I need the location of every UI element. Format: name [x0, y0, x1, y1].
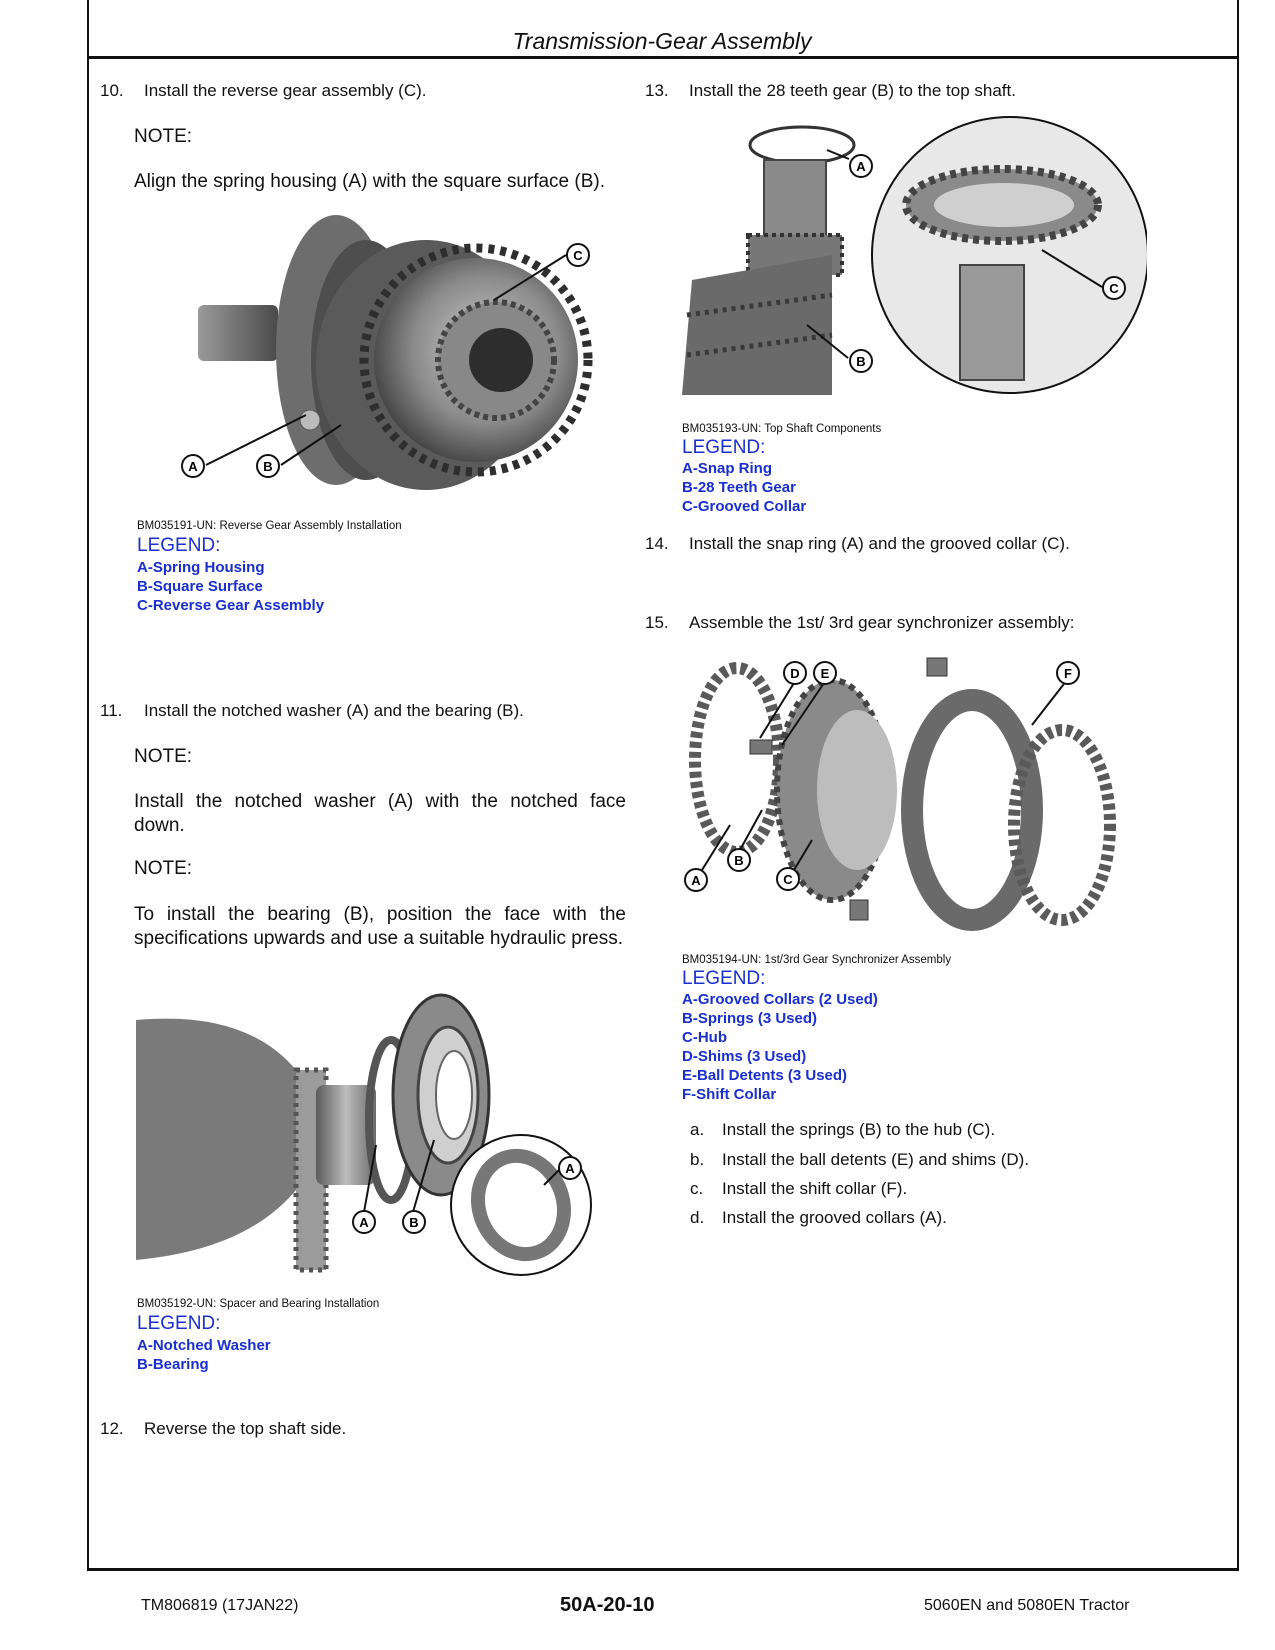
substep-text: Install the shift collar (F). — [722, 1179, 908, 1198]
legend-item: A-Spring Housing — [137, 559, 265, 576]
substep-letter: c. — [690, 1179, 704, 1198]
legend-item: B-Springs (3 Used) — [682, 1010, 818, 1027]
callout-f-label: F — [1064, 666, 1072, 681]
figure-caption: BM035194-UN: 1st/3rd Gear Synchronizer Assembly — [682, 954, 952, 966]
note-text: Install the notched washer (A) with the notched face down. — [134, 791, 626, 836]
substep-text: Install the ball detents (E) and shims (D). — [722, 1150, 1030, 1169]
synchronizer-figure — [682, 650, 1127, 940]
substep-d — [690, 1208, 947, 1228]
substep-letter: a. — [690, 1120, 705, 1139]
note-label: NOTE: — [134, 746, 193, 767]
step-14 — [645, 534, 1070, 554]
substep-text: Install the springs (B) to the hub (C). — [722, 1120, 996, 1139]
step-number: 14. — [645, 534, 669, 553]
step-12 — [100, 1419, 346, 1439]
top-shaft-figure — [682, 115, 1147, 410]
note-label: NOTE: — [134, 858, 193, 879]
step-13 — [645, 81, 1016, 101]
step-text: Reverse the top shaft side. — [144, 1419, 347, 1438]
legend-item: A-Grooved Collars (2 Used) — [682, 991, 878, 1008]
step-number: 13. — [645, 81, 669, 100]
step-number: 11. — [100, 701, 123, 720]
callout-b-label: B — [856, 354, 866, 369]
footer-doc-id: TM806819 (17JAN22) — [141, 1597, 299, 1614]
legend-list — [682, 990, 878, 1104]
legend-item: B-Bearing — [137, 1356, 209, 1373]
callout-b-label: B — [734, 853, 744, 868]
callout-d-label: D — [790, 666, 800, 681]
note-text: To install the bearing (B), position the face with the specifications upwards and use a suitable hydraulic press. — [134, 904, 626, 949]
step-10 — [100, 81, 427, 101]
bearing-figure — [136, 990, 596, 1300]
legend-title: LEGEND: — [137, 1313, 221, 1334]
reverse-gear-figure — [176, 210, 596, 500]
legend-title: LEGEND: — [682, 968, 766, 989]
figure-caption: BM035191-UN: Reverse Gear Assembly Installation — [137, 520, 402, 532]
step-text: Install the reverse gear assembly (C). — [144, 81, 427, 100]
footer-page-number: 50A-20-10 — [560, 1594, 655, 1616]
legend-list — [137, 558, 324, 615]
shaft-shape — [764, 160, 826, 240]
note-label: NOTE: — [134, 126, 193, 147]
substep-a — [690, 1120, 995, 1140]
snap-ring-shape — [750, 127, 854, 163]
callout-c-label: C — [1109, 281, 1119, 296]
gear-28-shape — [682, 255, 832, 395]
note-text: Align the spring housing (A) with the square surface (B). — [134, 171, 606, 192]
callout-b-label: B — [409, 1215, 419, 1230]
callout-e-label: E — [820, 666, 830, 681]
step-number: 15. — [645, 613, 669, 632]
page-title: Transmission-Gear Assembly — [512, 28, 812, 54]
footer-model: 5060EN and 5080EN Tractor — [924, 1597, 1130, 1614]
legend-item: A-Snap Ring — [682, 460, 772, 477]
callout-a-label: A — [188, 459, 198, 474]
legend-item: E-Ball Detents (3 Used) — [682, 1067, 848, 1084]
substep-text: Install the grooved collars (A). — [722, 1208, 947, 1227]
callout-c-label: C — [783, 872, 793, 887]
legend-title: LEGEND: — [137, 535, 221, 556]
callout-a-label: A — [691, 873, 701, 888]
legend-item: A-Notched Washer — [137, 1337, 271, 1354]
callout-a-label: A — [359, 1215, 369, 1230]
legend-item: C-Reverse Gear Assembly — [137, 597, 325, 614]
step-text: Install the 28 teeth gear (B) to the top shaft. — [689, 81, 1016, 100]
substep-b — [690, 1150, 1029, 1170]
callout-c-label: C — [573, 248, 583, 263]
legend-item: D-Shims (3 Used) — [682, 1048, 807, 1065]
callout-a-label: A — [565, 1161, 575, 1176]
figure-caption: BM035192-UN: Spacer and Bearing Installation — [137, 1298, 380, 1310]
substep-c — [690, 1179, 907, 1199]
step-number: 10. — [100, 81, 124, 100]
legend-item: B-Square Surface — [137, 578, 263, 595]
step-text: Assemble the 1st/ 3rd gear synchronizer assembly: — [689, 613, 1075, 632]
step-number: 12. — [100, 1419, 124, 1438]
figure-caption: BM035193-UN: Top Shaft Components — [682, 423, 882, 435]
legend-title: LEGEND: — [682, 437, 766, 458]
callout-a-label: A — [856, 159, 866, 174]
header-rule — [87, 56, 1237, 59]
legend-item: B-28 Teeth Gear — [682, 479, 796, 496]
legend-item: F-Shift Collar — [682, 1086, 777, 1103]
legend-list — [682, 459, 806, 516]
step-text: Install the snap ring (A) and the grooved collar (C). — [689, 534, 1070, 553]
legend-item: C-Grooved Collar — [682, 498, 807, 515]
callout-b-label: B — [263, 459, 273, 474]
legend-list — [137, 1336, 271, 1374]
shaft-shape — [198, 305, 278, 361]
step-text: Install the notched washer (A) and the bearing (B). — [144, 701, 524, 720]
step-11 — [100, 701, 524, 721]
grooved-collar-shape — [695, 668, 779, 852]
substep-letter: d. — [690, 1208, 705, 1227]
step-15 — [645, 613, 1075, 633]
legend-item: C-Hub — [682, 1029, 727, 1046]
substep-letter: b. — [690, 1150, 705, 1169]
